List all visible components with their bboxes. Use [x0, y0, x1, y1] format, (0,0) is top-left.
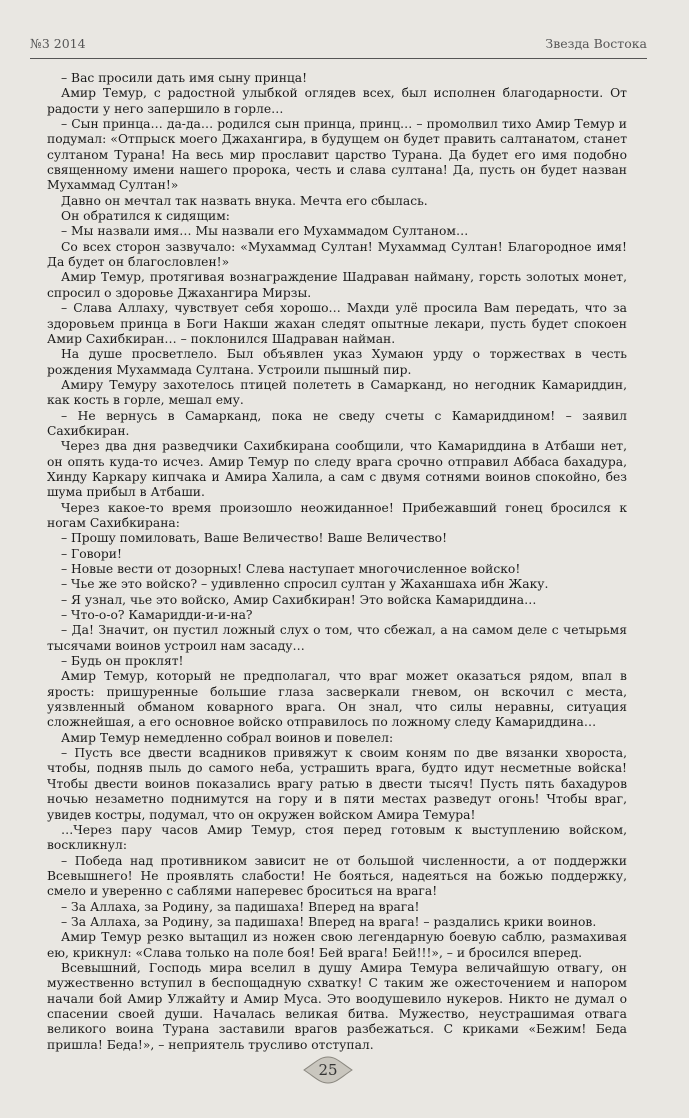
paragraph: – Вас просили дать имя сыну принца! [61, 71, 308, 85]
paragraph: Амир Темур, который не предполагал, что враг может оказаться рядом, впал в ярость: пришуренные большие глаза засверкали гневом, он вскочил с места, уязвленный обманом коварного врага. Он знал, что силы неравны, ситуация сложнейшая, а его основное войско отправилось по ложному следу Камариддина… [47, 669, 627, 730]
paragraph: – Чье же это войско? – удивленно спросил султан у Жаханшаха ибн Жаку. [61, 577, 549, 592]
paragraph: Амир Темур резко вытащил из ножен свою легендарную боевую саблю, размахивая ею, крикнул: «Слава только на поле боя! Бей врага! Бей!!!», – и бросился вперед. [47, 930, 627, 960]
paragraph: Амиру Темуру захотелось птицей полететь в Самарканд, но негодник Камариддин, как кость в горле, мешал ему. [47, 377, 627, 408]
paragraph: Через какое-то время произошло неожиданное! Прибежавший гонец бросился к ногам Сахибкирана: [47, 500, 627, 530]
paragraph: На душе просветлело. Был объявлен указ Хумаюн урду о торжествах в честь рождения Мухаммада Султана. Устроили пышный пир. [47, 347, 627, 377]
paragraph: Он обратился к сидящим: [61, 209, 230, 224]
paragraph: – Не вернусь в Самарканд, пока не сведу счеты с Камариддином! – заявил Сахибкиран. [47, 408, 627, 438]
paragraph: Через два дня разведчики Сахибкирана сообщили, что Камариддина в Атбаши нет, он опять куда-то исчез. Амир Темур по следу врага срочно отправил Аббаса бахадура, Хинду Каркару кипчака и Амира Халила, а сам с двумя сотнями воинов спокойно, без шума прибыл в Атбаши. [47, 439, 627, 500]
paragraph: – За Аллаха, за Родину, за падишаха! Вперед на врага! [61, 899, 420, 914]
page-number-badge [303, 1056, 353, 1084]
paragraph: – Пусть все двести всадников привяжут к своим коням по две вязанки хвороста, чтобы, подняв пыль до самого неба, устрашить врага, будто идут несметные войска! Чтобы двести воинов показались врагу ратью в двести тысяч! Пусть пять бахадуров ночью незаметно поднимутся на гору и в пяти местах разведут огонь! Чтобы враг, увидев костры, подумал, что он окружен войском Амира Темура! [47, 746, 627, 822]
paragraph: – Мы назвали имя… Мы назвали его Мухаммадом Султаном… [61, 224, 469, 239]
issue-label: №3 2014 [30, 36, 86, 51]
paragraph: – Я узнал, чье это войско, Амир Сахибкиран! Это войска Камариддина… [61, 592, 537, 607]
journal-title: Звезда Востока [545, 36, 647, 51]
paragraph: – Говори! [61, 546, 122, 561]
paragraph: Амир Темур, с радостной улыбкой оглядев всех, был исполнен благодарности. От радости у него запершило в горле… [47, 86, 627, 116]
paragraph: – Новые вести от дозорных! Слева наступает многочисленное войско! [61, 562, 521, 576]
paragraph: Всевышний, Господь мира вселил в душу Амира Темура величайшую отвагу, он мужественно вступил в беспощадную схватку! С таким же ожесточением и напором начали бой Амир Улжайту и Амир Муса. Это воодушевило нукеров. Никто не думал о спасении своей души. Началась великая битва. Мужество, неустрашимая отвага великого воина Турана заставили врагов разбежаться. С криками «Бежим! Беда пришла! Беда!», – неприятель трусливо отступал. [47, 960, 627, 1052]
paragraph: – Прошу помиловать, Ваше Величество! Ваше Величество! [61, 531, 448, 546]
paragraph: – Будь он проклят! [61, 654, 184, 669]
paragraph: – Победа над противником зависит не от большой численности, а от поддержки Всевышнего! Не проявлять слабости! Не бояться, надеяться на божью поддержку, смело и уверенно с саблями наперевес броситься на врага! [47, 853, 627, 899]
article-body [47, 71, 627, 1053]
paragraph: – Что-о-о? Камаридди-и-и-на? [61, 608, 253, 623]
paragraph: …Через пару часов Амир Темур, стоя перед готовым к выступлению войском, воскликнул: [47, 822, 627, 853]
paragraph: – Сын принца… да-да… родился сын принца, принц… – промолвил тихо Амир Темур и подумал: «Отпрыск моего Джахангира, в будущем он будет править салтанатом, станет султаном Турана! На весь мир прославит царство Турана. Да будет его имя подобно священному имени нашего пророка, честь и слава султана! Да, пусть он будет назван Мухаммад Султан!» [47, 117, 627, 193]
paragraph: Амир Темур немедленно собрал воинов и повелел: [61, 730, 394, 745]
running-header [30, 36, 647, 51]
paragraph: – Слава Аллаху, чувствует себя хорошо… Махди улё просила Вам передать, что за здоровьем принца в Боги Накши жахан следят опытные лекари, пусть будет спокоен Амир Сахибкиран… – поклонился Шадраван найман. [47, 301, 627, 346]
paragraph: – За Аллаха, за Родину, за падишаха! Вперед на врага! – раздались крики воинов. [61, 914, 597, 929]
page-number: 25 [318, 1061, 338, 1079]
header-rule [30, 58, 647, 59]
paragraph: Давно он мечтал так назвать внука. Мечта его сбылась. [61, 193, 428, 208]
paragraph: – Да! Значит, он пустил ложный слух о том, что сбежал, а на самом деле с четырьмя тысячами воинов устроил нам засаду… [47, 623, 627, 653]
paragraph: Со всех сторон зазвучало: «Мухаммад Султан! Мухаммад Султан! Благородное имя! Да будет он благословлен!» [47, 239, 627, 270]
paragraph: Амир Темур, протягивая вознаграждение Шадраван найману, горсть золотых монет, спросил о здоровье Джахангира Мирзы. [47, 270, 627, 300]
